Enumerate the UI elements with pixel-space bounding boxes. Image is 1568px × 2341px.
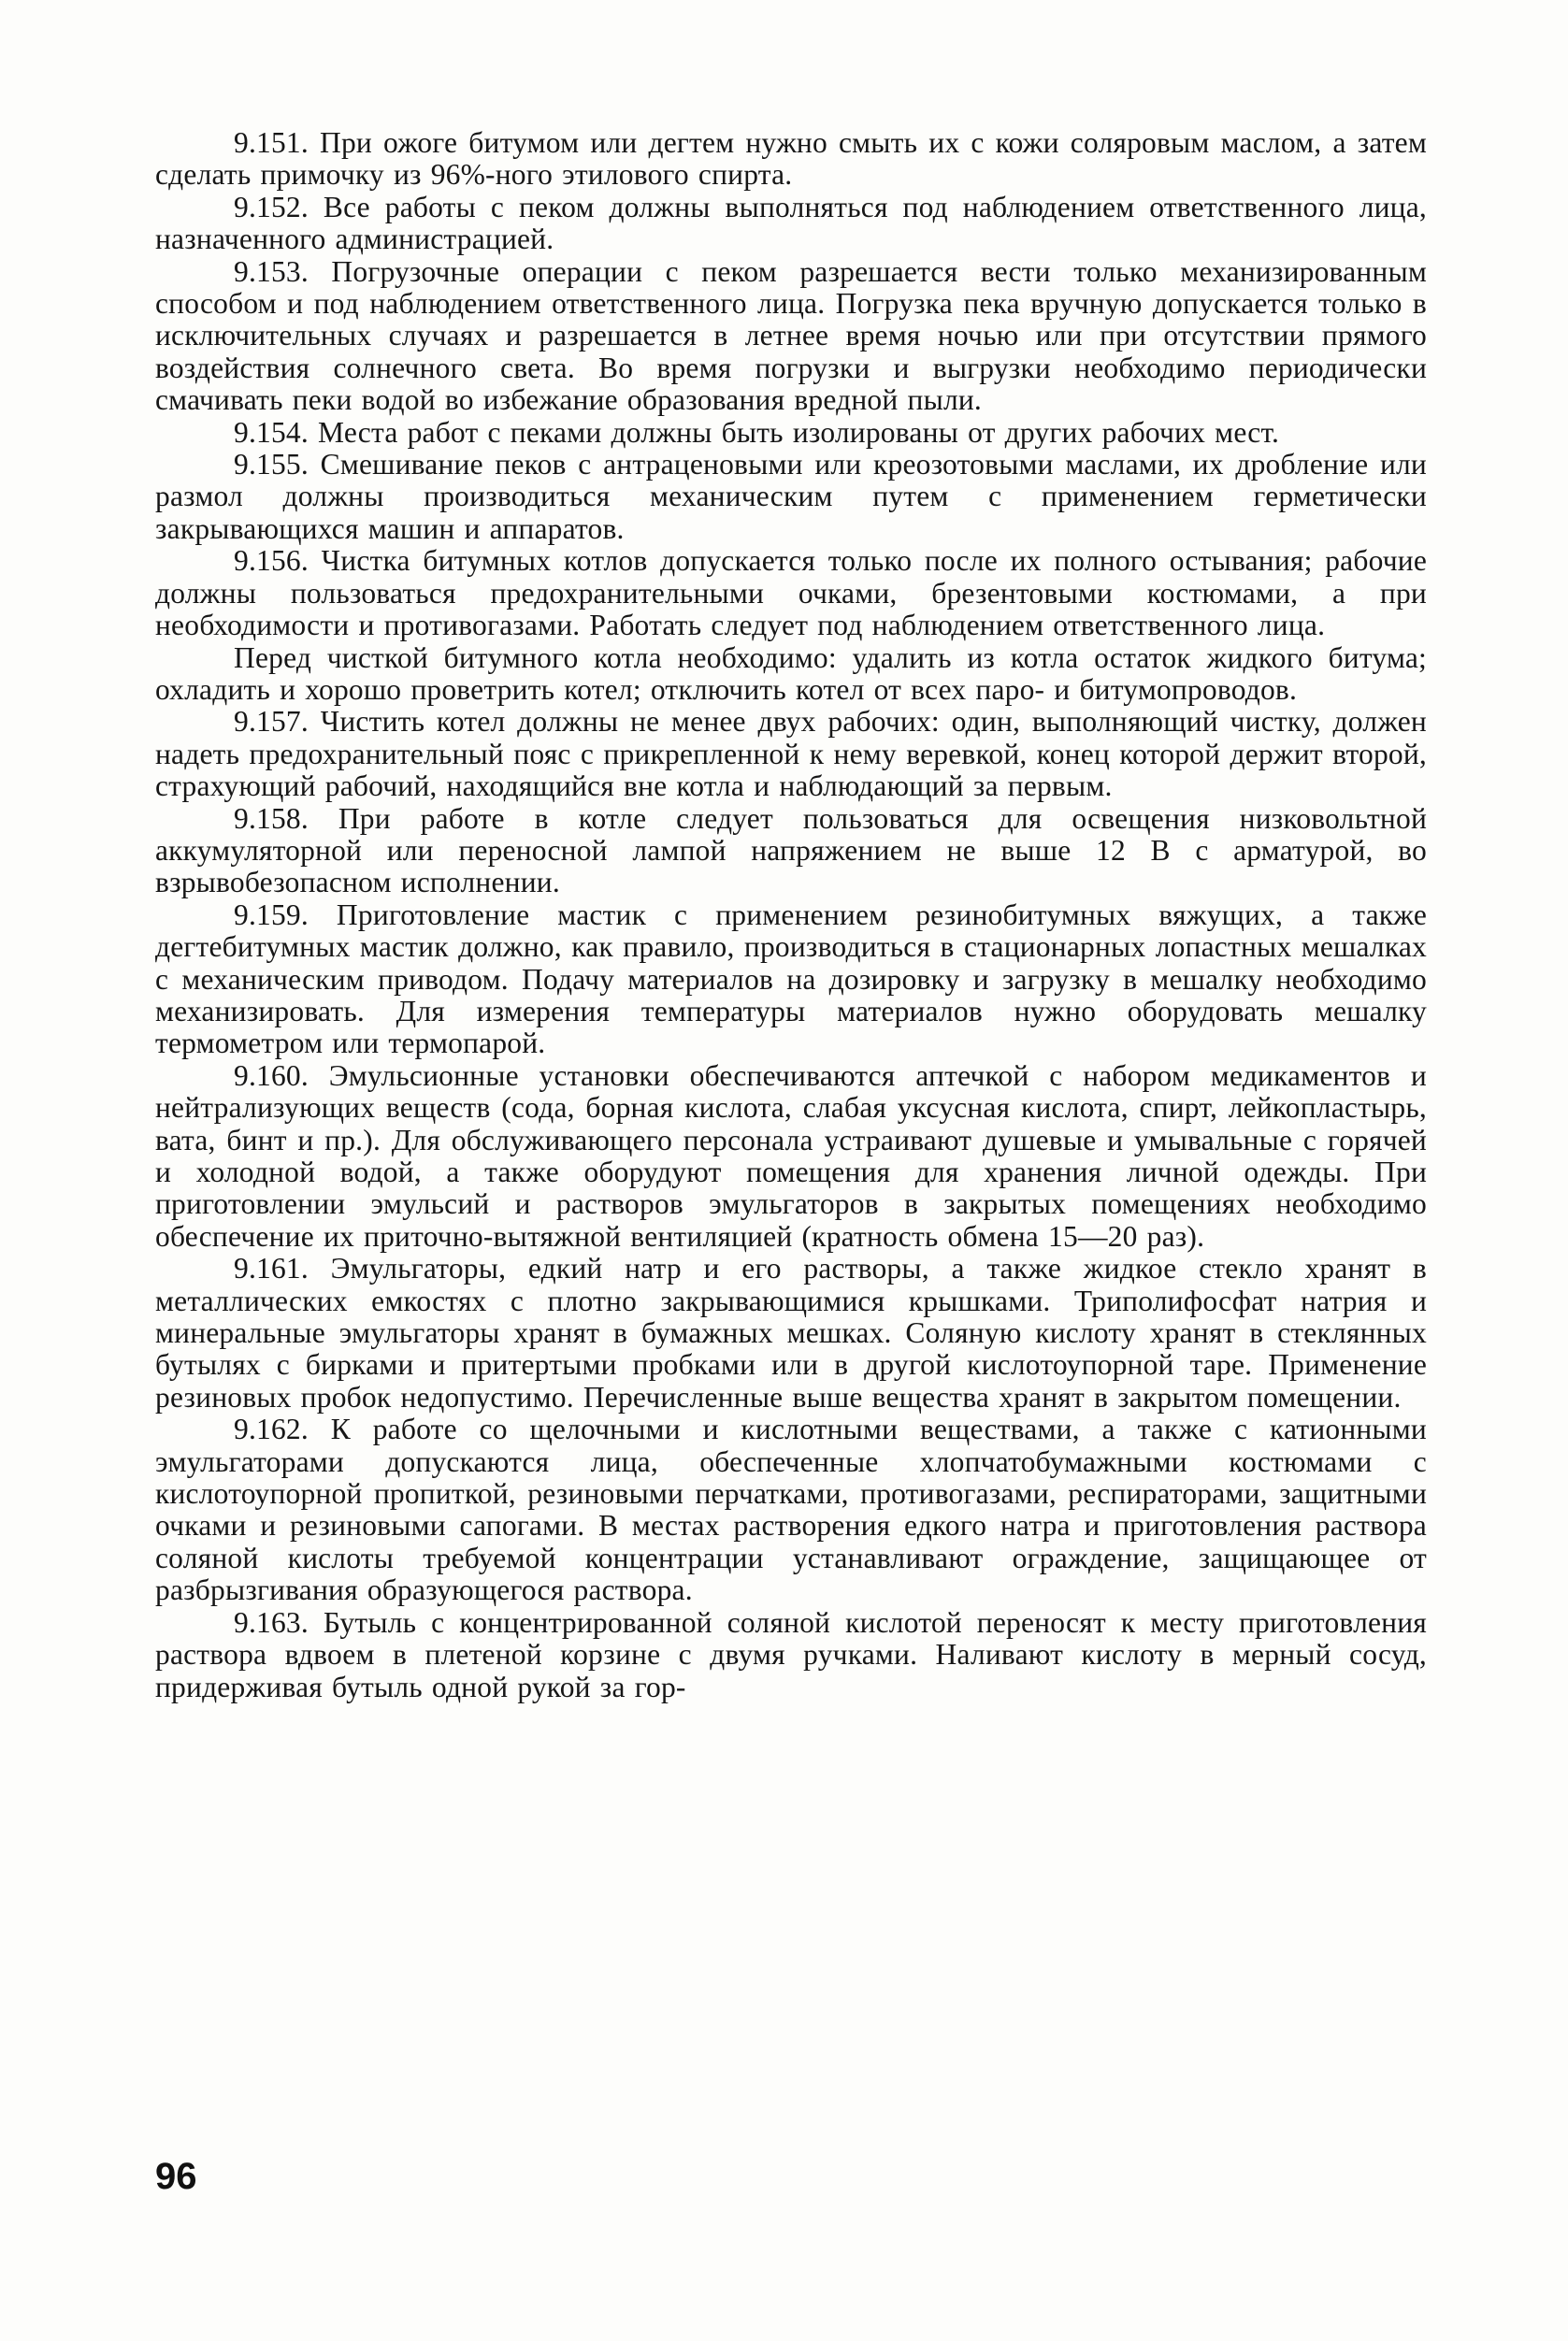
paragraph-9-159: 9.159. Приготовление мастик с применением резинобитумных вяжущих, а также дегтебитумных мастик должно, как правило, производиться в стационарных лопастных мешалках с механическим приводом. Подачу материалов на дозировку и загрузку в мешалку необходимо механизировать. Для измерения температуры материалов нужно оборудовать мешалку термометром или термопарой. — [155, 898, 1427, 1060]
paragraph-9-155: 9.155. Смешивание пеков с антраценовыми или креозотовыми маслами, их дробление или размол должны производиться механическим путем с применением герметически закрывающихся машин и аппаратов. — [155, 448, 1427, 545]
body-text — [155, 127, 1427, 1703]
paragraph-9-160: 9.160. Эмульсионные установки обеспечиваются аптечкой с набором медикаментов и нейтрализующих веществ (сода, борная кислота, слабая уксусная кислота, спирт, лейкопластырь, вата, бинт и пр.). Для обслуживающего персонала устраивают душевые и умывальные с горячей и холодной водой, а также оборудуют помещения для хранения личной одежды. При приготовлении эмульсий и растворов эмульгаторов в закрытых помещениях необходимо обеспечение их приточно-вытяжной вентиляцией (кратность обмена 15—20 раз). — [155, 1058, 1427, 1253]
paragraph-9-157: 9.157. Чистить котел должны не менее двух рабочих: один, выполняющий чистку, должен надеть предохранительный пояс с прикрепленной к нему веревкой, конец которой держит второй, страхующий рабочий, находящийся вне котла и наблюдающий за первым. — [155, 705, 1427, 803]
page-number: 96 — [155, 2156, 197, 2197]
paragraph-9-152: 9.152. Все работы с пеком должны выполняться под наблюдением ответственного лица, назначенного администрацией. — [155, 190, 1427, 256]
paragraph-9-162: 9.162. К работе со щелочными и кислотными веществами, а также с катионными эмульгаторами допускаются лица, обеспеченные хлопчатобумажными костюмами с кислотоупорной пропиткой, резиновыми перчатками, противогазами, респираторами, защитными очками и резиновыми сапогами. В местах растворения едкого натра и приготовления раствора соляной кислоты требуемой концентрации устанавливают ограждение, защищающее от разбрызгивания образующегося раствора. — [155, 1413, 1427, 1607]
paragraph-9-154: 9.154. Места работ с пеками должны быть изолированы от других рабочих мест. — [234, 415, 1280, 449]
paragraph-9-156: 9.156. Чистка битумных котлов допускается только после их полного остывания; рабочие должны пользоваться предохранительными очками, брезентовыми костюмами, а при необходимости и противогазами. Работать следует под наблюдением ответственного лица. — [155, 544, 1427, 642]
paragraph-9-161: 9.161. Эмульгаторы, едкий натр и его растворы, а также жидкое стекло хранят в металлических емкостях с плотно закрывающимися крышками. Триполифосфат натрия и минеральные эмульгаторы хранят в бумажных мешках. Соляную кислоту хранят в стеклянных бутылях с бирками и притертыми пробками или в другой кислотоупорной таре. Применение резиновых пробок недопустимо. Перечисленные выше вещества хранят в закрытом помещении. — [155, 1252, 1427, 1414]
paragraph-9-151: 9.151. При ожоге битумом или дегтем нужно смыть их с кожи соляровым маслом, а затем сделать примочку из 96%-ного этилового спирта. — [155, 126, 1427, 192]
paragraph-9-163: 9.163. Бутыль с концентрированной соляной кислотой переносят к месту приготовления раствора вдвоем в плетеной корзине с двумя ручками. Наливают кислоту в мерный сосуд, придерживая бутыль одной рукой за гор- — [155, 1605, 1427, 1703]
paragraph-boiler-cleaning-prep: Перед чисткой битумного котла необходимо: удалить из котла остаток жидкого битума; охладить и хорошо проветрить котел; отключить котел от всех паро- и битумопроводов. — [155, 640, 1427, 706]
paragraph-9-153: 9.153. Погрузочные операции с пеком разрешается вести только механизированным способом и под наблюдением ответственного лица. Погрузка пека вручную допускается только в исключительных случаях и разрешается в летнее время ночью или при отсутствии прямого воздействия солнечного света. Во время погрузки и выгрузки необходимо периодически смачивать пеки водой во избежание образования вредной пыли. — [155, 254, 1427, 417]
paragraph-9-158: 9.158. При работе в котле следует пользоваться для освещения низковольтной аккумуляторной или переносной лампой напряжением не выше 12 В с арматурой, во взрывобезопасном исполнении. — [155, 801, 1427, 899]
